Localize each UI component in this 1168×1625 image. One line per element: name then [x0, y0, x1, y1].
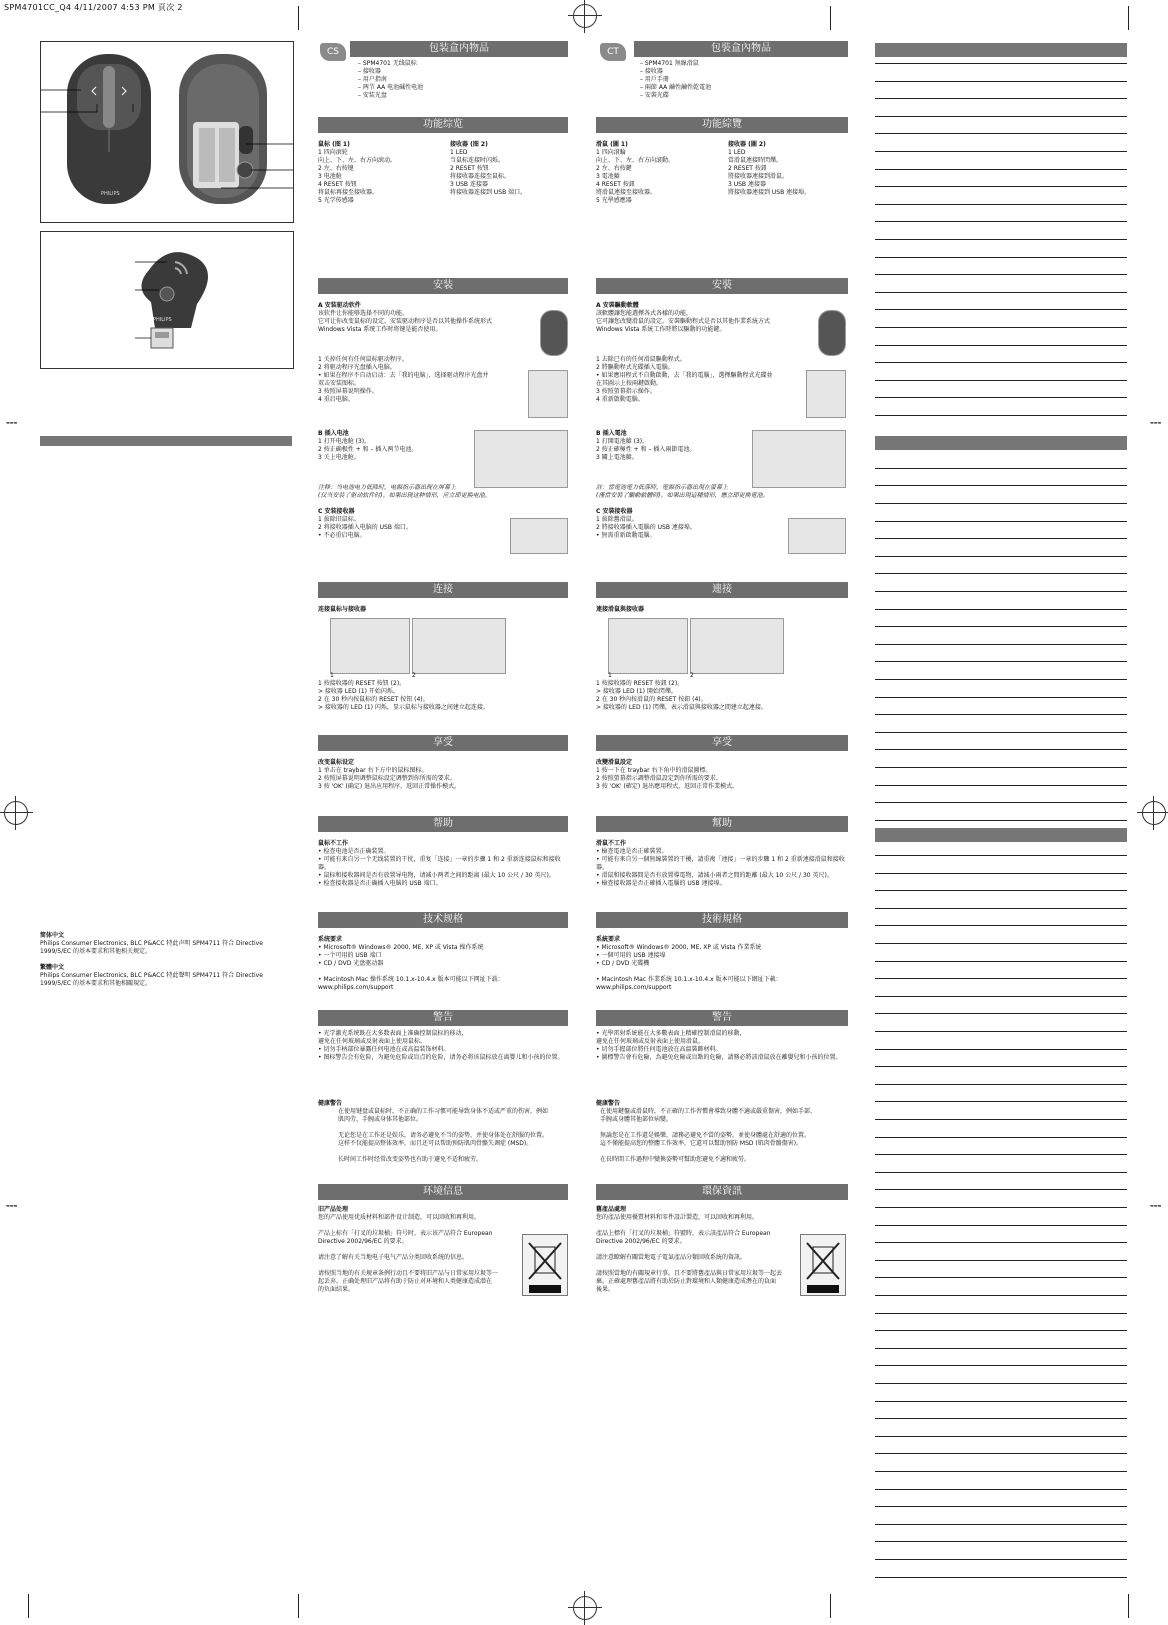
note-line: [875, 1418, 1127, 1419]
note-line: [875, 1189, 1127, 1190]
computer-photo: [806, 370, 846, 418]
note-line: [875, 239, 1127, 240]
note-line: [875, 186, 1127, 187]
note-line: [875, 397, 1127, 398]
section-bar-install: 安装: [318, 278, 568, 294]
list-item: – SPM4701 无线鼠标: [358, 60, 417, 67]
note-line: [875, 116, 1127, 117]
note-line: [875, 1383, 1127, 1384]
note-line: [875, 1207, 1127, 1208]
list-item: – 用戶手冊: [640, 76, 669, 83]
note-line: [875, 468, 1127, 469]
declaration-line: 1999/5/EC 的基本要求和其他相关规定。: [40, 948, 152, 955]
notes-bar: [875, 43, 1127, 57]
install-b: B 插入电池 1 打开电池舱 (3)。 2 按正确极性 + 和 – 插入两节电池。 3 关上电池舱。: [318, 430, 418, 461]
step-number: 1: [330, 672, 334, 679]
registration-mark-icon: [573, 1596, 597, 1620]
note-line: [875, 1277, 1127, 1278]
note-line: [875, 1541, 1127, 1542]
crop-mark: [830, 6, 831, 30]
note-line: [875, 1260, 1127, 1261]
note-line: [875, 749, 1127, 750]
help-block: 滑鼠不工作 • 檢查電池是否正確裝置。 • 可能有來自另一個無線裝置的干擾，請重複「連接」一章的步驟 1 和 2 重新連接滑鼠和接收 器。 • 滑鼠和接收器間是否有放置導電物，請減小兩者之間的距離 (最大 10 公尺 / 30 英尺)。 • 檢查接收器是否正確插入電腦的 USB 連接埠。: [596, 840, 845, 887]
note-line: [875, 1154, 1127, 1155]
receiver-illustration: [41, 232, 293, 368]
connect-steps: 1 按接收器的 RESET 按鈕 (2)。 > 接收器 LED (1) 開始閃爍。 2 在 30 秒內按滑鼠的 RESET 按鈕 (4)。 > 接收器的 LED (1) 閃爍，表示滑鼠與接收器之間建立起連接。: [596, 680, 767, 711]
note-line: [875, 1013, 1127, 1014]
list-item: – SPM4701 無線滑鼠: [640, 60, 699, 67]
note-line: [875, 890, 1127, 891]
note-line: [875, 961, 1127, 962]
note-line: [875, 626, 1127, 627]
section-bar-warning: 警告: [596, 1010, 848, 1026]
note-line: [875, 661, 1127, 662]
note-line: [875, 943, 1127, 944]
note-line: [875, 1225, 1127, 1226]
language-badge-ct: CT: [600, 43, 626, 61]
note-line: [875, 679, 1127, 680]
declaration-sc: [40, 932, 263, 956]
list-item: – 接收器: [358, 68, 381, 75]
crop-mark: [298, 1594, 299, 1618]
connect-photo-1: [608, 618, 688, 674]
note-line: [875, 1049, 1127, 1050]
note-line: [875, 996, 1127, 997]
note-line: [875, 644, 1127, 645]
install-a-steps: 1 去除已有的任何滑鼠驅動程式。 2 將驅動程式光碟插入電腦。 • 如果應用程式不自動啟動，去「我的電腦」，選擇驅動程式光碟並 在其圖示上按兩鍵啟動。 3 按照螢幕指示操作。 4 重新啟動電腦。: [596, 356, 773, 403]
notes-bar: [875, 436, 1127, 450]
health-block: 健康警告 在使用鍵盤或滑鼠時，不正確的工作習慣會導致身體不適或嚴重傷害，例如手部、 手腕或身體其他部位病變。 無論您是在工作還是娛樂，請務必避免不當的姿勢，並使身體處在舒適的位置。 這不僅能提高您的整體工作效率，它還可以幫助預防 MSD (肌肉骨骼傷害)。 在長時間工作過程中變換姿勢可幫助您避免不適和疲勞。: [596, 1100, 817, 1163]
section-bar-connect: 連接: [596, 582, 848, 598]
note-line: [875, 1330, 1127, 1331]
note-line: [875, 345, 1127, 346]
note-line: [875, 169, 1127, 170]
note-line: [875, 1401, 1127, 1402]
environment-block: 旧产品处理 您的产品使用优质材料和部件设计制造，可以回收和再利用。 产品上标有「打叉的垃圾桶」符号时，表示该产品符合 European Directive 2002/96/EC 的要求。 请注意了解有关当地电子电气产品分类回收系统的信息。 请按照当地的有关规章条例行动且不要将旧产品与日常家用垃圾等一 起丢弃。正确处理旧产品将有助于防止对环境和人类健康造成潜在 的负面结果。: [318, 1206, 499, 1293]
declaration-line: 1999/5/EC 的基本要求和其他相關規定。: [40, 980, 152, 987]
note-line: [875, 309, 1127, 310]
note-line: [875, 767, 1127, 768]
note-line: [875, 133, 1127, 134]
note-line: [875, 1119, 1127, 1120]
section-bar-environment: 环境信息: [318, 1184, 568, 1200]
declaration-line: Philips Consumer Electronics, BLC P&ACC 特此聲明 SPM4711 符合 Directive: [40, 972, 263, 979]
mouse-illustration: [41, 42, 293, 222]
receiver-parts: 接收器 (图 2) 1 LED 当鼠标连接时闪烁。 2 RESET 按钮 将接收器连接至鼠标。 3 USB 连接器 将接收器连接到 USB 端口。: [450, 141, 527, 196]
note-line: [875, 1365, 1127, 1366]
note-line: [875, 1031, 1127, 1032]
note-line: [875, 63, 1127, 64]
side-mark: ▬▬▬: [1150, 1203, 1162, 1208]
declaration-sc-title: 简体中文: [40, 932, 65, 939]
file-header: SPM4701CC_Q4 4/11/2007 4:53 PM 頁次 2: [4, 3, 183, 12]
step-number: 2: [412, 672, 416, 679]
section-bar-box: 包装盒内物品: [350, 41, 568, 57]
usb-photo: [510, 518, 568, 554]
connect-steps: 1 按接收器的 RESET 按钮 (2)。 > 接收器 LED (1) 开始闪烁。 2 在 30 秒内按鼠标的 RESET 按钮 (4)。 > 接收器的 LED (1) 闪烁，显示鼠标与接收器之间建立起连接。: [318, 680, 489, 711]
section-bar-install: 安裝: [596, 278, 848, 294]
box-contents-list: [640, 60, 711, 100]
section-bar-enjoy: 享受: [318, 735, 568, 751]
note-line: [875, 1348, 1127, 1349]
connect-photo-2: [690, 618, 784, 674]
mouse-parts: 滑鼠 (圖 1) 1 四向滾輪 向上、下、左、右方向滾動。 2 左、右按鍵 3 電池艙 4 RESET 按鈕 將滑鼠連接至接收器。 5 光學感應器: [596, 141, 675, 204]
note-line: [875, 1436, 1127, 1437]
install-b: B 插入電池 1 打開電池艙 (3)。 2 按正確極性 + 和 – 插入兩節電池。 3 關上電池艙。: [596, 430, 696, 461]
warning-block: • 光学激光系统既在大多数表面上准确控制鼠标的移动， 避免在任何玻璃或反射表面上使用鼠标。 • 切勿手柄部位暴露任何电池在或高温装饰材料。 • 图标警告会有危险，为避免危险或盲点的危险，请务必将该鼠标放在离婴儿和小孩的位置。: [318, 1030, 564, 1061]
note-line: [875, 503, 1127, 504]
note-line: [875, 415, 1127, 416]
note-line: [875, 802, 1127, 803]
note-line: [875, 714, 1127, 715]
note-line: [875, 151, 1127, 152]
note-line: [875, 1453, 1127, 1454]
note-line: [875, 274, 1127, 275]
note-line: [875, 1066, 1127, 1067]
note-line: [875, 556, 1127, 557]
side-mark: ▬▬▬: [6, 420, 18, 425]
side-mark: ▬▬▬: [6, 1203, 18, 1208]
receiver-brand: PHILIPS: [153, 317, 172, 323]
health-block: 健康警告 在使用键盘或鼠标时，不正确的工作习惯可能导致身体不适或严重的伤害，例如 肌肉劳、手腕或身体其他部位。 无论您是在工作还是娱乐，请务必避免不当的姿势，并使身体处在舒服的位置。 这样不仅能提高整体效率，而且还可以帮助预防肌肉骨骼失调症 (MSD)。 长时间工作时经常改变姿势也有助于避免不适和疲劳。: [318, 1100, 549, 1163]
notes-bar: [875, 828, 1127, 842]
install-note: 註：當電池電力低落時，電源指示器出現在螢幕上 (僅當安裝了驅動軟體時)。如果出現這種情形，應立即更換電池。: [596, 484, 769, 499]
figure-2-receiver: [40, 231, 294, 369]
section-bar-connect: 连接: [318, 582, 568, 598]
weee-bin-icon: [800, 1234, 846, 1296]
registration-mark-icon: [573, 4, 597, 28]
section-bar-spec: 技术规格: [318, 912, 568, 928]
battery-photo: [474, 430, 568, 488]
section-bar-box: 包裝盒內物品: [634, 41, 848, 57]
section-bar-help: 帮助: [318, 816, 568, 832]
left-section-bar: [40, 436, 292, 446]
registration-mark-icon: [4, 801, 28, 825]
note-line: [875, 697, 1127, 698]
note-line: [875, 873, 1127, 874]
note-line: [875, 204, 1127, 205]
install-a: A 安裝驅動軟體 該軟體讓您能選擇各式各樣的功能， 它可讓您改變滑鼠的設定。安裝驅動程式是否以其他作業系統方式 Windows Vista 系統工作時將以驅動的功能鍵。: [596, 302, 771, 333]
section-bar-environment: 環保資訊: [596, 1184, 848, 1200]
note-line: [875, 362, 1127, 363]
note-line: [875, 1506, 1127, 1507]
install-a-steps: 1 关掉任何有任何鼠标驱动程序。 2 将驱动程序光盘插入电脑。 • 如果在程序不自动启动：去「我的电脑」，选择驱动程序光盘并 双击安装图标。 3 按照屏幕说明操作。 4 重启电脑。: [318, 356, 489, 403]
declaration-line: Philips Consumer Electronics, BLC P&ACC 特此声明 SPM4711 符合 Directive: [40, 940, 263, 947]
note-line: [875, 978, 1127, 979]
language-badge-cs: CS: [320, 43, 346, 61]
receiver-parts: 接收器 (圖 2) 1 LED 當滑鼠連接時閃爍。 2 RESET 按鈕 將接收器連接到滑鼠。 3 USB 連接器 將接收器連接到 USB 連接埠。: [728, 141, 811, 196]
section-bar-overview: 功能綜覽: [596, 117, 848, 133]
note-line: [875, 485, 1127, 486]
note-line: [875, 573, 1127, 574]
note-line: [875, 221, 1127, 222]
connect-photo-2: [412, 618, 506, 674]
note-line: [875, 1524, 1127, 1525]
enjoy-block: 改变鼠标设定 1 单击在 traybar 右下方中的鼠标图标。 2 按照屏幕说明调整鼠标设定调整到你所需的要求。 3 按 'OK' (确定) 退出应用程序，返回正常操作模式。: [318, 759, 461, 790]
note-line: [875, 327, 1127, 328]
list-item: – 兩節 AA 鹼性鹼性乾電池: [640, 84, 712, 91]
mouse-photo: [540, 310, 568, 356]
note-line: [875, 1242, 1127, 1243]
mouse-brand: PHILIPS: [101, 191, 120, 197]
list-item: – 安裝光碟: [640, 92, 669, 99]
note-line: [875, 380, 1127, 381]
note-line: [875, 292, 1127, 293]
section-bar-enjoy: 享受: [596, 735, 848, 751]
computer-photo: [528, 370, 568, 418]
note-line: [875, 1471, 1127, 1472]
crop-mark: [1128, 6, 1129, 30]
note-line: [875, 81, 1127, 82]
list-item: – 安装光盘: [358, 92, 387, 99]
section-bar-help: 幫助: [596, 816, 848, 832]
note-line: [875, 1172, 1127, 1173]
crop-mark: [1128, 1594, 1129, 1618]
note-line: [875, 732, 1127, 733]
note-line: [875, 1559, 1127, 1560]
figure-1-mouse: [40, 41, 294, 223]
note-line: [875, 785, 1127, 786]
install-a: A 安装驱动软件 该软件让你能够选择不同的功能， 它可让你改变鼠标的设定。安装驱动程序是否以其他操作系统形式 Windows Vista 系统工作时将键是能否使用。: [318, 302, 493, 333]
note-line: [875, 1137, 1127, 1138]
list-item: – 用户指南: [358, 76, 387, 83]
note-line: [875, 609, 1127, 610]
connect-heading: 連接滑鼠與接收器: [596, 606, 645, 613]
section-bar-spec: 技術規格: [596, 912, 848, 928]
weee-bin-icon: [522, 1234, 568, 1296]
note-line: [875, 855, 1127, 856]
install-note: 注释：当电池电力低降时，电源指示器出现在屏幕上 (仅当安装了驱动软件时)。如果出现这种情形，应立即更换电池。: [318, 484, 491, 499]
crop-mark: [830, 1594, 831, 1618]
note-line: [875, 591, 1127, 592]
section-bar-overview: 功能综览: [318, 117, 568, 133]
note-line: [875, 257, 1127, 258]
connect-photo-1: [330, 618, 410, 674]
battery-photo: [752, 430, 846, 488]
registration-mark-icon: [1142, 801, 1166, 825]
note-line: [875, 1101, 1127, 1102]
note-line: [875, 1295, 1127, 1296]
note-line: [875, 521, 1127, 522]
enjoy-block: 改變滑鼠設定 1 按一下在 traybar 右下角中的滑鼠圖標。 2 按照螢幕指示調整滑鼠設定到你所需的要求。 3 按 'OK' (確定) 退出應用程式，返回正常作業模式。: [596, 759, 739, 790]
environment-block: 舊產品處理 您的產品使用優質材料和零件設計製造，可以回收和再利用。 產品上標有「打叉的垃圾桶」符號時，表示該產品符合 European Directive 2002/96/EC 的要求。 請注意瞭解有關當地電子電氣產品分類回收系統的資訊。 請按照當地的有關規章行事，且不要將舊產品與日常家用垃圾等一起丟 棄。正確處理舊產品將有助於防止對環境和人類健康造成潛在的負面 後果。: [596, 1206, 783, 1293]
note-line: [875, 98, 1127, 99]
note-line: [875, 1489, 1127, 1490]
step-number: 1: [608, 672, 612, 679]
connect-heading: 连接鼠标与接收器: [318, 606, 367, 613]
warning-block: • 光學雷射系統能在大多數表面上精確控制滑鼠的移動， 避免在任何玻璃或反射表面上使用滑鼠。 • 切勿手握部位將任何電池放在高溫裝飾材料。 • 圖標警告會有危險，為避免危險或盲點的危險，請務必將該滑鼠放在離嬰兒和小孩的位置。: [596, 1030, 842, 1061]
spec-block: 系統要求 • Microsoft® Windows® 2000, ME, XP 或 Vista 作業系統 • 一個可用的 USB 連接埠 • CD / DVD 光碟機 • Macintosh Mac 作業系統 10.1.x-10.4.x 版本可能以下網址下載： www.philips.com/support: [596, 936, 782, 991]
crop-mark: [298, 6, 299, 30]
list-item: – 接收器: [640, 68, 663, 75]
note-line: [875, 538, 1127, 539]
note-line: [875, 1084, 1127, 1085]
help-block: 鼠标不工作 • 检查电池是否正确装置。 • 可能有来自另一个无线装置的干扰，重复「连接」一章的步骤 1 和 2 重新连接鼠标和接收 器。 • 鼠标和接收器间是否有放置导电物，请减小两者之间的距离 (最大 10 公尺 / 30 英尺)。 • 检查接收器是否正确插入电脑的 USB 端口。: [318, 840, 561, 887]
install-c: C 安装接收器 1 拔除旧鼠标。 2 将接收器插入电脑的 USB 端口。 • 不必重启电脑。: [318, 508, 412, 539]
side-mark: ▬▬▬: [1150, 420, 1162, 425]
section-bar-warning: 警告: [318, 1010, 568, 1026]
declaration-tc-title: 繁體中文: [40, 964, 65, 971]
list-item: – 两节 AA 电池碱性电池: [358, 84, 424, 91]
declaration-tc: [40, 964, 263, 988]
usb-photo: [788, 518, 846, 554]
note-line: [875, 820, 1127, 821]
step-number: 2: [690, 672, 694, 679]
note-line: [875, 908, 1127, 909]
note-line: [875, 1313, 1127, 1314]
crop-mark: [28, 1594, 29, 1618]
spec-block: 系统要求 • Microsoft® Windows® 2000, ME, XP 或 Vista 操作系统 • 一个可用的 USB 端口 • CD / DVD 光盘驱动器 • Macintosh Mac 操作系统 10.1.x-10.4.x 版本可能以下网址下载： www.philips.com/support: [318, 936, 504, 991]
mouse-photo: [818, 310, 846, 356]
install-c: C 安裝接收器 1 拔除舊滑鼠。 2 將接收器插入電腦的 USB 連接埠。 • 無需重新啟動電腦。: [596, 508, 696, 539]
mouse-parts: 鼠标 (图 1) 1 四向滚轮 向上、下、左、右方向滚动。 2 左、右按键 3 电池舱 4 RESET 按钮 将鼠标再接至接收器。 5 光学传感器: [318, 141, 397, 204]
box-contents-list: [358, 60, 423, 100]
note-line: [875, 1577, 1127, 1578]
note-line: [875, 925, 1127, 926]
